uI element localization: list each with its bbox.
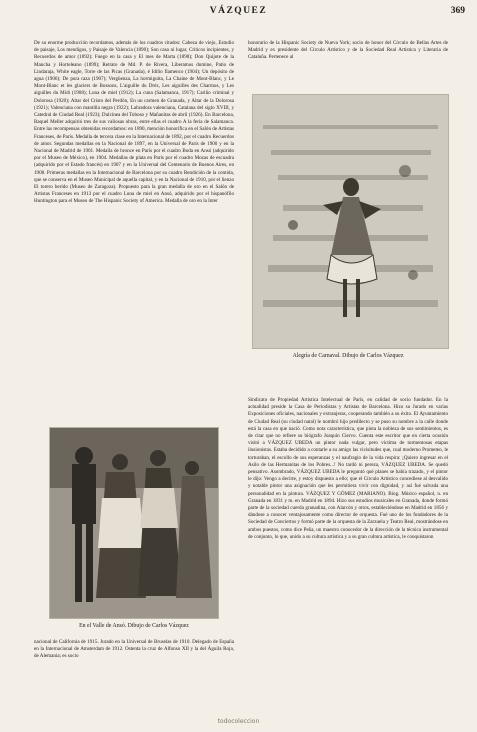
watermark: todocoleccion — [217, 718, 260, 725]
carnival-drawing-svg — [253, 95, 448, 348]
page-number: 369 — [450, 6, 465, 16]
text-column-right-top: honorario de la Hispanic Society de Nueva York; socio de honor del Círculo de Bellas Artes de Madrid y ex presidente del Círculo Artístico y de la Sociedad Real Artística y Literaria de Cataluña. Pertenece al — [248, 40, 448, 61]
text-column-left-bottom: nacional de California de 1915. Jurado en la Universal de Bruselas de 1910. Delegado de España en la Internacional de Amsterdam de 1912. Ostenta la cruz de Alfonso XII y la del Águila Roja, de Alemania; es socio — [34, 639, 234, 660]
page-header-title: VÁZQUEZ — [209, 6, 268, 16]
text-column-left-top: De su enorme producción recordamos, además de los cuadros citados: Cabeza de viejo, Estudio de paisaje, Los mendigos, y Paisaje de Valencia (1890); Son casa ni lugar, Críticos incipientes, y Recuerdos de amor (1892); Fuego en la casa y El mes de Marta (1898); Don Quijote de la Mancha y Horteleano (1899); Retrato de Md. P. de Rivera, Liberamos domine, Patio de Lindaraja, White eagle, Torre de las Picas (Granada), é Idilio flamenco (1904); Un depósito de agua (1906); De pura raza (1907); Vergüenza, La hormiguita, La Chaine de Mont-Blanc, y Le Mont-Blanc et les glaciers de Bossons, L'aiguille du Dréz, Les aiguilles des Charmos, y Les aiguilles du Midi (1908); Luna de miel (1912); La cuna (Salamanca, 1917); Cariño criminal y Dolorosa (1920); Altar del Cristo del Perdón, En un carmen de Granada, y Altar de la Dolorosa (1921); Valenciana con mantilla negra (1922); Labradora valenciana, Catalana del siglo XVIII, y Catedral de Ciudad Real (1923); Dulcinea del Toboso y Mañanitas de abril (1926). En Barcelona, Raquel Meller adquirió tres de sus valiosas obras, entre ellas el cuadro A la feria de Salamanca. Entre las recompensas obtenidas recordamos: en 1890, mención honorífica en el Salón de Artistas Franceses, de París. Medalla de tercera clase en la Internacional de 1892, por el cuadro Recuerdos de amor. Segundas medallas en la Nacional de 1897, en la Universal de París de 1900 y en la Nacional de Madrid de 1901. Medalla de bronce en París por el cuadro Boda en Ansó (adquirido por el Museo de México), en 1904. Medallas de plata en París por el cuadro Mozas de escuadra (adquirido por el Estado francés) en 1907 y en la Universal del Centenario de Buenos Aires, en 1908. Primeras medallas en la Internacional de Barcelona por su cuadro Rendición de la comida, que se conserva en el Museo Municipal de aquella capital, y en la Nacional de 1910, por el lienzo El torero herido (Museo de Zaragoza). Propuesto para la gran medalla de oro en el Salón de Artistas Franceses en 1913 por el cuadro Luna de miel en Ansó, adquirido por el hispanófilo Huntington para el Museo de The Hispanic Society of America. Medalla de oro en la Inter — [34, 40, 234, 205]
text-column-right-bottom: Sindicato de Propiedad Artística Intelectual de París, en calidad de socio fundador. En la actualidad preside la Casa de Periodistas y Artistas de Barcelona. Hizo su Jurado en varias Exposiciones oficiales, nacionales y extranjeras, cooperando también a su éxito. El Ayuntamiento de Ciudad Real (su ciudad natal) le nombró hijo predilecto y se puso su nombre a la calle donde está la casa en que nació. Como nota característica, que pinta la nobleza de sus sentimientos, es de citar que no refiere su biógrafo Joaquín Ciervo. Cuenta este escritor que en cierta ocasión visitó a VÁZQUEZ UBEDA un pintor nada vulgar, pero víctima de tormentosas etapas ilusionistas. Estaba decidido a contarle a su amigo las vicisitudes que, cual moderno Prometeo, le torturaban, el escollo de sus esperanzas y el naufragio de la vida respira: ¡Quiero ingresar en el Asilo de las Hermanitas de los Pobres...! No tardó ni pereza, VÁZQUEZ UBEDA. Se quedó pensativo. Asombrado, VÁZQUEZ UBEDA le preguntó qué planes se había trazado, y el pintor le dijo: Vengo a decirte, y estoy dispuesto a ello; que el Círculo Artístico concediese al desvalido y notable pintor una asignación que les permitiera vivir con dignidad, y así fué salvada una personalidad en la pintura. VÁZQUEZ Y GÓMEZ (MARIANO). Biog. Músico español, n. en Granada en 1831 y m. en Madrid en 1894. Hizo sus estudios musicales en Granada, donde formó parte de la sociedad cuerda granadina, con Alarcón y otros, estableciéndose en Madrid en 1856 y dándose a conocer ventajosamente como director de orquesta. Fué uno de los fundadores de la Sociedad de Conciertos y formó parte de la orquesta de la Zarzuela y Teatro Real, mostrándose en ambos puestos, como dice Peña, un maestro conocedor de la dirección de la técnica instrumental de conjunto, lo que, unido a su cultura artística y a su gran cultura artística, le conquistaron — [248, 397, 448, 540]
carnival-illustration — [252, 94, 449, 349]
figure-caption-right: Alegría de Carnaval. Dibujo de Carlos Vázquez — [292, 353, 404, 359]
anso-drawing-svg — [50, 428, 218, 618]
anso-valley-illustration — [49, 427, 219, 619]
figure-caption-left: En el Valle de Ansó. Dibujo de Carlos Vázquez — [79, 623, 189, 629]
